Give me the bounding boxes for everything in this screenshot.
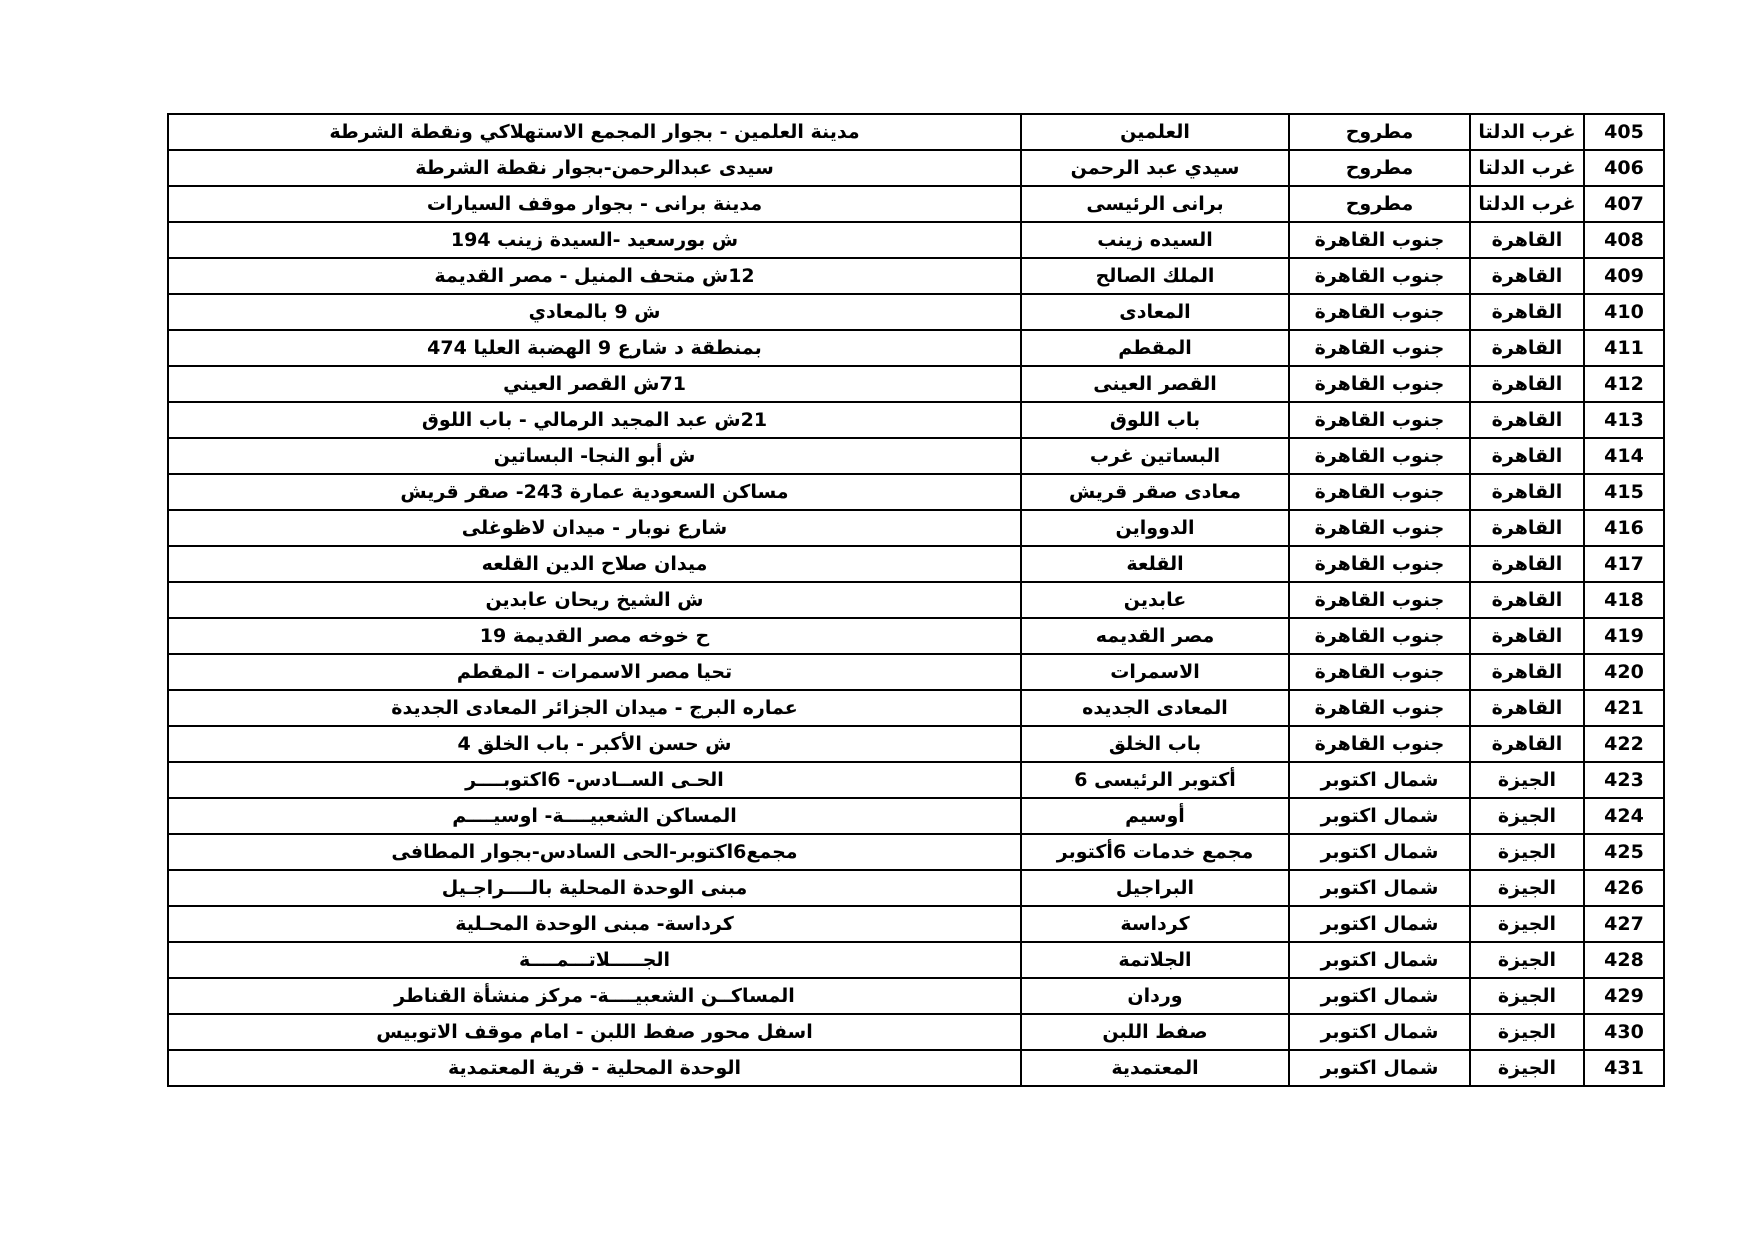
- station-cell: العلمين: [1021, 114, 1289, 150]
- row-number-cell: 407: [1584, 186, 1664, 222]
- station-cell: البساتين غرب: [1021, 438, 1289, 474]
- row-number-cell: 420: [1584, 654, 1664, 690]
- table-row: [168, 294, 1664, 330]
- station-cell: مصر القديمه: [1021, 618, 1289, 654]
- address-cell: ش 9 بالمعادي: [168, 294, 1021, 330]
- row-number-cell: 424: [1584, 798, 1664, 834]
- address-cell: 21ش عبد المجيد الرمالي - باب اللوق: [168, 402, 1021, 438]
- address-cell: مدينة العلمين - بجوار المجمع الاستهلاكي ونقطة الشرطة: [168, 114, 1021, 150]
- row-number-cell: 405: [1584, 114, 1664, 150]
- address-cell: مجمع6اكتوبر-الحى السادس-بجوار المطافى: [168, 834, 1021, 870]
- region-cell: القاهرة: [1470, 510, 1584, 546]
- station-cell: المعادى الجديده: [1021, 690, 1289, 726]
- row-number-cell: 423: [1584, 762, 1664, 798]
- address-cell: مبنى الوحدة المحلية بالــــراجـيل: [168, 870, 1021, 906]
- station-cell: مجمع خدمات 6أكتوبر: [1021, 834, 1289, 870]
- address-cell: ش حسن الأكبر - باب الخلق 4: [168, 726, 1021, 762]
- station-cell: الدوواين: [1021, 510, 1289, 546]
- station-cell: باب اللوق: [1021, 402, 1289, 438]
- table-row: [168, 762, 1664, 798]
- sector-cell: جنوب القاهرة: [1289, 258, 1470, 294]
- sector-cell: مطروح: [1289, 186, 1470, 222]
- region-cell: الجيزة: [1470, 978, 1584, 1014]
- sector-cell: جنوب القاهرة: [1289, 726, 1470, 762]
- sector-cell: شمال اكتوبر: [1289, 870, 1470, 906]
- station-cell: سيدي عبد الرحمن: [1021, 150, 1289, 186]
- sector-cell: جنوب القاهرة: [1289, 582, 1470, 618]
- address-cell: الحـى الســادس- 6اكتوبــــر: [168, 762, 1021, 798]
- sector-cell: شمال اكتوبر: [1289, 834, 1470, 870]
- region-cell: القاهرة: [1470, 618, 1584, 654]
- row-number-cell: 417: [1584, 546, 1664, 582]
- region-cell: غرب الدلتا: [1470, 150, 1584, 186]
- sector-cell: جنوب القاهرة: [1289, 618, 1470, 654]
- sector-cell: شمال اكتوبر: [1289, 762, 1470, 798]
- table-row: [168, 222, 1664, 258]
- sector-cell: جنوب القاهرة: [1289, 690, 1470, 726]
- row-number-cell: 413: [1584, 402, 1664, 438]
- station-cell: الملك الصالح: [1021, 258, 1289, 294]
- address-cell: مساكن السعودية عمارة 243- صقر قريش: [168, 474, 1021, 510]
- address-cell: الجـــــلاتـــمــــة: [168, 942, 1021, 978]
- region-cell: الجيزة: [1470, 798, 1584, 834]
- address-cell: الوحدة المحلية - قرية المعتمدية: [168, 1050, 1021, 1086]
- row-number-cell: 414: [1584, 438, 1664, 474]
- locations-table: [167, 113, 1665, 1087]
- sector-cell: جنوب القاهرة: [1289, 402, 1470, 438]
- region-cell: غرب الدلتا: [1470, 186, 1584, 222]
- station-cell: أوسيم: [1021, 798, 1289, 834]
- station-cell: القلعة: [1021, 546, 1289, 582]
- row-number-cell: 430: [1584, 1014, 1664, 1050]
- station-cell: المقطم: [1021, 330, 1289, 366]
- sector-cell: جنوب القاهرة: [1289, 222, 1470, 258]
- table-row: [168, 1014, 1664, 1050]
- row-number-cell: 408: [1584, 222, 1664, 258]
- region-cell: القاهرة: [1470, 366, 1584, 402]
- table-row: [168, 978, 1664, 1014]
- region-cell: القاهرة: [1470, 258, 1584, 294]
- station-cell: باب الخلق: [1021, 726, 1289, 762]
- table-row: [168, 942, 1664, 978]
- row-number-cell: 406: [1584, 150, 1664, 186]
- station-cell: المعتمدية: [1021, 1050, 1289, 1086]
- region-cell: القاهرة: [1470, 222, 1584, 258]
- row-number-cell: 416: [1584, 510, 1664, 546]
- region-cell: الجيزة: [1470, 762, 1584, 798]
- region-cell: الجيزة: [1470, 870, 1584, 906]
- station-cell: القصر العينى: [1021, 366, 1289, 402]
- sector-cell: جنوب القاهرة: [1289, 330, 1470, 366]
- table-row: [168, 114, 1664, 150]
- region-cell: الجيزة: [1470, 834, 1584, 870]
- table-row: [168, 618, 1664, 654]
- row-number-cell: 428: [1584, 942, 1664, 978]
- table-row: [168, 726, 1664, 762]
- region-cell: القاهرة: [1470, 330, 1584, 366]
- table-row: [168, 654, 1664, 690]
- region-cell: الجيزة: [1470, 1014, 1584, 1050]
- address-cell: كرداسة- مبنى الوحدة المحـلية: [168, 906, 1021, 942]
- table-row: [168, 582, 1664, 618]
- sector-cell: جنوب القاهرة: [1289, 438, 1470, 474]
- row-number-cell: 410: [1584, 294, 1664, 330]
- region-cell: القاهرة: [1470, 474, 1584, 510]
- region-cell: القاهرة: [1470, 582, 1584, 618]
- locations-table-body: [168, 114, 1664, 1086]
- row-number-cell: 409: [1584, 258, 1664, 294]
- address-cell: المساكــن الشعبيــــة- مركز منشأة القناطر: [168, 978, 1021, 1014]
- sector-cell: جنوب القاهرة: [1289, 294, 1470, 330]
- region-cell: القاهرة: [1470, 546, 1584, 582]
- address-cell: ش الشيخ ريحان عابدين: [168, 582, 1021, 618]
- region-cell: القاهرة: [1470, 294, 1584, 330]
- row-number-cell: 427: [1584, 906, 1664, 942]
- table-row: [168, 834, 1664, 870]
- row-number-cell: 429: [1584, 978, 1664, 1014]
- table-row: [168, 258, 1664, 294]
- station-cell: كرداسة: [1021, 906, 1289, 942]
- region-cell: القاهرة: [1470, 438, 1584, 474]
- row-number-cell: 425: [1584, 834, 1664, 870]
- row-number-cell: 411: [1584, 330, 1664, 366]
- address-cell: سيدى عبدالرحمن-بجوار نقطة الشرطة: [168, 150, 1021, 186]
- address-cell: 12ش متحف المنيل - مصر القديمة: [168, 258, 1021, 294]
- address-cell: ش أبو النجا- البساتين: [168, 438, 1021, 474]
- region-cell: الجيزة: [1470, 942, 1584, 978]
- sector-cell: شمال اكتوبر: [1289, 1050, 1470, 1086]
- row-number-cell: 418: [1584, 582, 1664, 618]
- address-cell: عماره البرج - ميدان الجزائر المعادى الجديدة: [168, 690, 1021, 726]
- region-cell: الجيزة: [1470, 906, 1584, 942]
- sector-cell: جنوب القاهرة: [1289, 546, 1470, 582]
- sector-cell: جنوب القاهرة: [1289, 510, 1470, 546]
- row-number-cell: 422: [1584, 726, 1664, 762]
- row-number-cell: 419: [1584, 618, 1664, 654]
- table-row: [168, 1050, 1664, 1086]
- table-row: [168, 474, 1664, 510]
- table-row: [168, 906, 1664, 942]
- station-cell: برانى الرئيسى: [1021, 186, 1289, 222]
- address-cell: المساكن الشعبيــــة- اوسيــــم: [168, 798, 1021, 834]
- sector-cell: شمال اكتوبر: [1289, 1014, 1470, 1050]
- sector-cell: شمال اكتوبر: [1289, 978, 1470, 1014]
- table-row: [168, 870, 1664, 906]
- row-number-cell: 412: [1584, 366, 1664, 402]
- address-cell: اسفل محور صفط اللبن - امام موقف الاتوبيس: [168, 1014, 1021, 1050]
- address-cell: شارع نوبار - ميدان لاظوغلى: [168, 510, 1021, 546]
- address-cell: بمنطقة د شارع 9 الهضبة العليا 474: [168, 330, 1021, 366]
- region-cell: الجيزة: [1470, 1050, 1584, 1086]
- sector-cell: جنوب القاهرة: [1289, 654, 1470, 690]
- address-cell: مدينة برانى - بجوار موقف السيارات: [168, 186, 1021, 222]
- table-row: [168, 186, 1664, 222]
- table-row: [168, 798, 1664, 834]
- station-cell: السيده زينب: [1021, 222, 1289, 258]
- address-cell: 71ش القصر العيني: [168, 366, 1021, 402]
- region-cell: القاهرة: [1470, 402, 1584, 438]
- table-row: [168, 510, 1664, 546]
- address-cell: ميدان صلاح الدين القلعه: [168, 546, 1021, 582]
- sector-cell: شمال اكتوبر: [1289, 942, 1470, 978]
- table-row: [168, 402, 1664, 438]
- station-cell: صفط اللبن: [1021, 1014, 1289, 1050]
- station-cell: معادى صقر قريش: [1021, 474, 1289, 510]
- table-row: [168, 330, 1664, 366]
- address-cell: ش بورسعيد -السيدة زينب 194: [168, 222, 1021, 258]
- address-cell: تحيا مصر الاسمرات - المقطم: [168, 654, 1021, 690]
- row-number-cell: 421: [1584, 690, 1664, 726]
- row-number-cell: 426: [1584, 870, 1664, 906]
- sector-cell: شمال اكتوبر: [1289, 906, 1470, 942]
- station-cell: الاسمرات: [1021, 654, 1289, 690]
- station-cell: الجلاتمة: [1021, 942, 1289, 978]
- region-cell: القاهرة: [1470, 726, 1584, 762]
- row-number-cell: 431: [1584, 1050, 1664, 1086]
- station-cell: عابدين: [1021, 582, 1289, 618]
- region-cell: غرب الدلتا: [1470, 114, 1584, 150]
- sector-cell: مطروح: [1289, 150, 1470, 186]
- table-row: [168, 150, 1664, 186]
- sector-cell: مطروح: [1289, 114, 1470, 150]
- row-number-cell: 415: [1584, 474, 1664, 510]
- table-row: [168, 546, 1664, 582]
- table-row: [168, 690, 1664, 726]
- station-cell: وردان: [1021, 978, 1289, 1014]
- address-cell: ح خوخه مصر القديمة 19: [168, 618, 1021, 654]
- region-cell: القاهرة: [1470, 690, 1584, 726]
- sector-cell: جنوب القاهرة: [1289, 474, 1470, 510]
- station-cell: أكتوبر الرئيسى 6: [1021, 762, 1289, 798]
- sector-cell: جنوب القاهرة: [1289, 366, 1470, 402]
- table-row: [168, 438, 1664, 474]
- sector-cell: شمال اكتوبر: [1289, 798, 1470, 834]
- station-cell: البراجيل: [1021, 870, 1289, 906]
- region-cell: القاهرة: [1470, 654, 1584, 690]
- table-row: [168, 366, 1664, 402]
- station-cell: المعادى: [1021, 294, 1289, 330]
